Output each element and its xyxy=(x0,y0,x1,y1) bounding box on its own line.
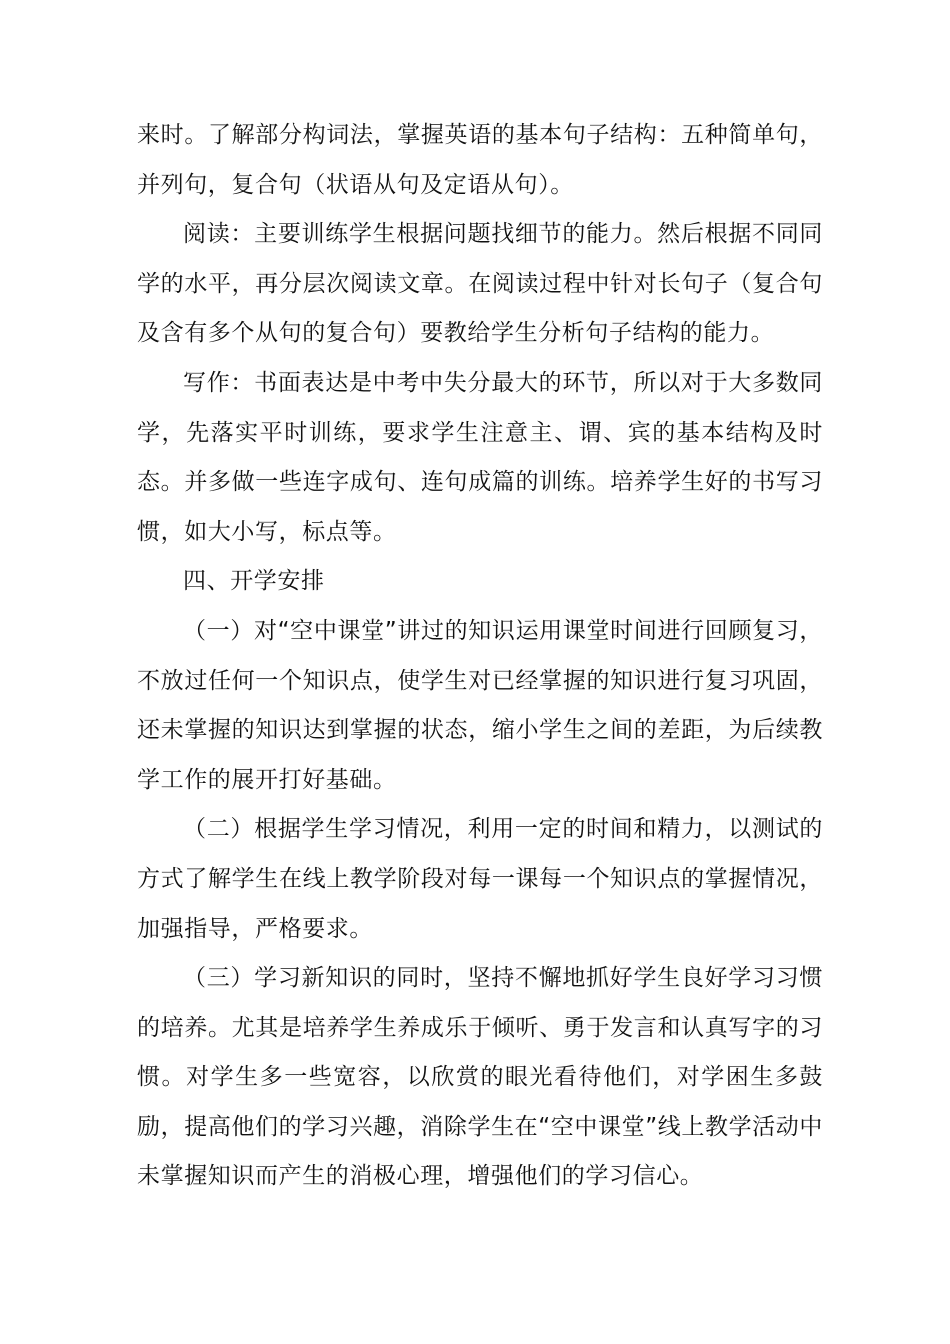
section-heading: 四、开学安排 xyxy=(183,568,325,595)
paragraph-reading: 阅读：主要训练学生根据问题找细节的能力。然后根据不同同学的水平，再分层次阅读文章。在阅读过程中针对长句子（复合句及含有多个从句的复合句）要教给学生分析句子结构的能力。 xyxy=(137,221,823,347)
paragraph-item-2: （二）根据学生学习情况，利用一定的时间和精力，以测试的方式了解学生在线上教学阶段对每一课每一个知识点的掌握情况，加强指导，严格要求。 xyxy=(137,816,823,942)
paragraph-continuation: 来时。了解部分构词法，掌握英语的基本句子结构：五种简单句，并列句，复合句（状语从句及定语从句）。 xyxy=(137,122,823,198)
paragraph-item-3: （三）学习新知识的同时，坚持不懈地抓好学生良好学习习惯的培养。尤其是培养学生养成乐于倾听、勇于发言和认真写字的习惯。对学生多一些宽容，以欣赏的眼光看待他们，对学困生多鼓励，提高他们的学习兴趣，消除学生在“空中课堂”线上教学活动中未掌握知识而产生的消极心理，增强他们的学习信心。 xyxy=(137,965,823,1190)
paragraph-item-1: （一）对“空中课堂”讲过的知识运用课堂时间进行回顾复习，不放过任何一个知识点，使学生对已经掌握的知识进行复习巩固，还未掌握的知识达到掌握的状态，缩小学生之间的差距，为后续教学工作的展开打好基础。 xyxy=(137,617,823,793)
paragraph-writing: 写作：书面表达是中考中失分最大的环节，所以对于大多数同学，先落实平时训练，要求学生注意主、谓、宾的基本结构及时态。并多做一些连字成句、连句成篇的训练。培养学生好的书写习惯，如大小写，标点等。 xyxy=(137,369,823,545)
document-body xyxy=(137,111,823,1202)
